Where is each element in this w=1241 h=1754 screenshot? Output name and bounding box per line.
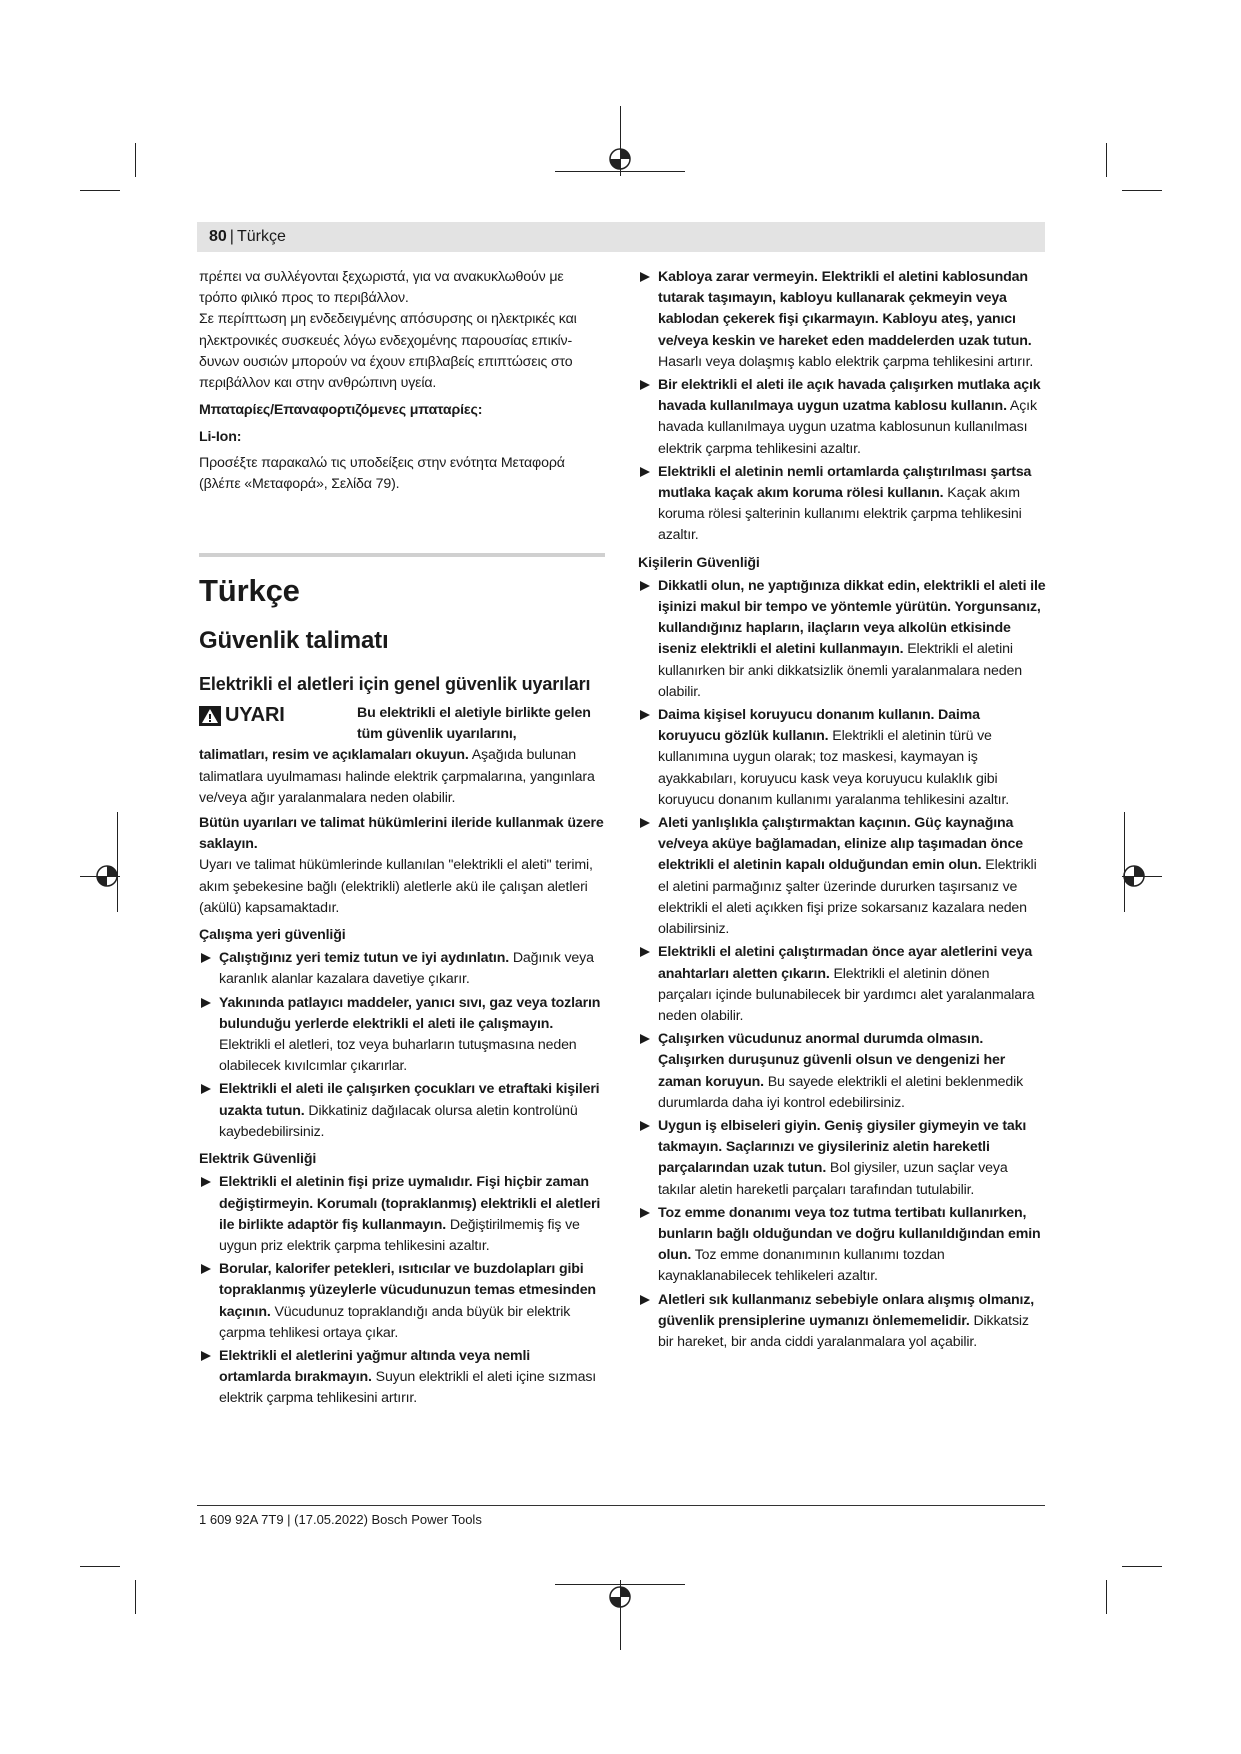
electrical-heading: Elektrik Güvenliği: [199, 1151, 317, 1168]
list-item: [638, 705, 1046, 811]
left-column: [199, 267, 605, 1412]
list-item-bold: Aleti yanlışlıkla çalıştırmaktan kaçının. Güç kaynağına ve/veya aküye bağlamadan, elinize alıp taşımadan önce elektrikli el aletinin kapalı olduğundan emin olun.: [658, 815, 1024, 874]
list-item-bold: Çalıştığınız yeri temiz tutun ve iyi aydınlatın.: [219, 950, 510, 967]
crop-mark: [135, 1580, 136, 1614]
warning-body: Aşağıda bulunan talimatlara uyulmaması halinde elektrik çarpmalarına, yangınlara ve/veya ağır yaralanmalara neden olabilir.: [199, 747, 595, 806]
list-item: [638, 1029, 1046, 1114]
page-number: 80: [209, 228, 227, 245]
list-item-bold: Yakınında patlayıcı maddeler, yanıcı sıvı, gaz veya tozların bulunduğu yerlerde elektrikli el aleti ile çalışmayın.: [219, 994, 601, 1032]
header-separator: |: [229, 228, 234, 245]
crop-mark: [80, 1566, 120, 1567]
list-item-bold: Elektrikli el aleti ile çalışırken çocukları ve etraftaki kişileri uzakta tutun.: [219, 1081, 600, 1119]
footer-divider: [197, 1505, 1045, 1506]
crop-mark: [1122, 1566, 1162, 1567]
warning-bold-text: Bu elektrikli el aletiyle birlikte gelen tüm güvenlik uyarılarını,: [357, 705, 591, 743]
warning-bold-continuation: talimatları, resim ve açıklamaları okuyun.: [199, 747, 469, 764]
list-item-text: Açık havada kullanılmaya uygun uzatma kablosunun kullanılması elektrik çarpma tehlikesini azaltır.: [658, 398, 1037, 457]
crop-mark: [1106, 1580, 1107, 1614]
work-area-list: [199, 948, 605, 1143]
warning-triangle-icon: [199, 706, 221, 726]
liion-paragraph: Προσέξτε παρακαλώ τις υποδείξεις στην ενότητα Μεταφορά (βλέπε «Μεταφορά», Σελίδα 79).: [199, 454, 565, 492]
list-item-text: Toz emme donanımının kullanımı tozdan kaynaklanabilecek tehlikeleri azaltır.: [658, 1247, 945, 1285]
list-item: [638, 375, 1046, 460]
list-item: [199, 1346, 605, 1410]
list-item-bold: Daima kişisel koruyucu donanım kullanın. Daima koruyucu gözlük kullanın.: [658, 707, 980, 745]
section-subtitle: Güvenlik talimatı: [199, 627, 389, 655]
list-item-text: Suyun elektrikli el aleti içine sızması elektrik çarpma tehlikesini artırır.: [219, 1369, 597, 1407]
registration-line: [1124, 812, 1125, 912]
warning-label: [199, 705, 357, 726]
list-item-bold: Uygun iş elbiseleri giyin. Geniş giysiler giymeyin ve takı takmayın. Saçlarınızı ve giysileriniz aletin hareketli parçalarından uzak tutun.: [658, 1117, 1027, 1177]
personal-safety-list: [638, 576, 1046, 1353]
list-item-bold: Bir elektrikli el aleti ile açık havada çalışırken mutlaka açık havada kullanılmaya uygun uzatma kablosu kullanın.: [658, 377, 1041, 415]
section-title: Türkçe: [199, 573, 300, 609]
list-item-bold: Elektrikli el aletinin nemli ortamlarda çalıştırılması şartsa mutlaka kaçak akım koruma rölesi kullanın.: [658, 463, 1032, 502]
warning-block: [199, 703, 605, 745]
keep-instructions: Bütün uyarıları ve talimat hükümlerini ileride kullanmak üzere saklayın.: [199, 815, 604, 853]
list-item-text: Elektrikli el aletleri, toz veya buharların tutuşmasına neden olabilecek kıvılcımlar çıkarırlar.: [219, 1037, 577, 1075]
list-item-bold: Çalışırken vücudunuz anormal durumda olmasın. Çalışırken duruşunuz güvenli olsun ve dengenizi her zaman koruyun.: [658, 1031, 1006, 1090]
list-item: [638, 813, 1046, 940]
list-item-text: Elektrikli el aletini parmağınız şalter üzerinde dururken taşırsanız ve elektrikli el aleti açıkken fişi prize sokarsanız kazalara neden olabilirsiniz.: [658, 857, 1037, 938]
list-item: [199, 1259, 605, 1344]
list-item: [638, 1290, 1046, 1354]
list-item-text: Elektrikli el aletini kullanırken bir anki dikkatsizlik önemli yaralanmalara neden olabilir.: [658, 641, 1022, 700]
subsection-title: Elektrikli el aletleri için genel güvenlik uyarıları: [199, 674, 591, 695]
crop-mark: [1106, 143, 1107, 177]
page-footer: 1 609 92A 7T9 | (17.05.2022) Bosch Power Tools: [199, 1512, 482, 1527]
list-item-text: Elektrikli el aletinin türü ve kullanımına uygun olarak; toz maskesi, kaymayan iş ayakkabıları, koruyucu kask veya koruyucu kulaklık gibi koruyucu donanım kullanımı yaralanma tehlikesini azaltır.: [658, 728, 1010, 808]
registration-target-icon: [607, 1584, 633, 1610]
registration-line: [117, 812, 118, 912]
warning-word: UYARI: [225, 704, 285, 727]
list-item-bold: Aletleri sık kullanmanız sebebiyle onlara alışmış olmanız, güvenlik prensiplerine uymanızı önlememelidir.: [658, 1291, 1035, 1329]
list-item: [199, 948, 605, 990]
list-item-text: Değiştirilmemiş fiş ve uygun priz elektrik çarpma tehlikesini azaltır.: [219, 1216, 580, 1254]
list-item: [638, 462, 1046, 547]
warning-paragraph: [199, 745, 605, 809]
list-item-bold: Elektrikli el aletinin fişi prize uymalıdır. Fişi hiçbir zaman değiştirmeyin. Korumalı (topraklanmış) elektrikli el aletleri ile birlikte adaptör fiş kullanmayın.: [219, 1174, 601, 1233]
registration-target-icon: [607, 146, 633, 172]
list-item-bold: Dikkatli olun, ne yaptığınıza dikkat edin, elektrikli el aleti ile işinizi makul bir tempo ve yöntemle yürütün. Yorgunsanız, kullandığınız hapların, ilaçların veya alkolün etkisinde iseniz elektrikli el aletini kullanmayın.: [658, 577, 1046, 658]
list-item-bold: Elektrikli el aletini çalıştırmadan önce ayar aletlerini veya anahtarları aletten çıkarın.: [658, 944, 1033, 982]
list-item-text: Dağınık veya karanlık alanlar kazalara davetiye çıkarır.: [219, 950, 594, 988]
list-item: [638, 267, 1046, 373]
list-item-text: Vücudunuz topraklandığı anda büyük bir elektrik çarpma tehlikesi ortaya çıkar.: [219, 1303, 571, 1341]
header-language: Türkçe: [236, 228, 286, 245]
list-item: [199, 1079, 605, 1143]
list-item-text: Dikkatiniz dağılacak olursa aletin kontrolünü kaybedebilirsiniz.: [219, 1102, 578, 1140]
list-item-text: Hasarlı veya dolaşmış kablo elektrik çarpma tehlikesini artırır.: [658, 353, 1034, 370]
work-area-heading: Çalışma yeri güvenliği: [199, 927, 346, 944]
greek-paragraph: πρέπει να συλλέγονται ξεχωριστά, για να ανακυκλωθούν με τρόπο φιλικό προς το περιβάλλον.: [199, 269, 564, 307]
crop-mark: [80, 190, 120, 191]
list-item-bold: Borular, kalorifer petekleri, ısıtıcılar ve buzdolapları gibi topraklanmış yüzeylerle vücudunuzun temas etmesinden kaçının.: [219, 1261, 596, 1320]
list-item-bold: Kabloya zarar vermeyin. Elektrikli el aletini kablosundan tutarak taşımayın, kabloyu kullanarak çekmeyin veya kablodan çekerek fişi çıkarmayın. Kabloyu ateş, yanıcı ve/veya keskin ve hareket eden maddelerden uzak tutun.: [658, 269, 1032, 349]
term-paragraph: Uyarı ve talimat hükümlerinde kullanılan "elektrikli el aleti" terimi, akım şebekesine bağlı (elektrikli) aletlerle akü ile çalışan aletleri (akülü) kapsamaktadır.: [199, 857, 593, 916]
electrical-list-continued: [638, 267, 1046, 547]
list-item: [199, 993, 605, 1078]
list-item: [199, 1172, 605, 1257]
crop-mark: [1122, 190, 1162, 191]
registration-target-icon: [94, 863, 120, 889]
liion-heading: Li-Ion:: [199, 429, 242, 446]
list-item-text: Kaçak akım koruma rölesi şalterinin kullanımı elektrik çarpma tehlikesini azaltır.: [658, 485, 1022, 544]
list-item: [638, 942, 1046, 1027]
list-item-text: Bu sayede elektrikli el aletini beklenmedik durumlarda daha iyi kontrol edebilirsiniz.: [658, 1073, 1024, 1111]
greek-paragraph: Σε περίπτωση μη ενδεδειγμένης απόσυρσης οι ηλεκτρικές και ηλεκτρονικές συσκευές λόγω ενδεχομένης παρουσίας επικίν-δυνων ουσιών μπορούν να έχουν επιβλαβείς επιπτώσεις στο περιβάλλον και στην ανθρώπινη υγεία.: [199, 311, 577, 392]
section-divider: [199, 553, 605, 557]
list-item-bold: Elektrikli el aletlerini yağmur altında veya nemli ortamlarda bırakmayın.: [219, 1347, 531, 1386]
electrical-list: [199, 1172, 605, 1409]
list-item-text: Dikkatsiz bir hareket, bir anda ciddi yaralanmalara yol açabilir.: [658, 1312, 1029, 1350]
list-item-text: Elektrikli el aletinin dönen parçaları içinde bulunabilecek bir yardımcı alet yaralanmalara neden olabilir.: [658, 965, 1035, 1024]
registration-target-icon: [1121, 863, 1147, 889]
personal-safety-heading: Kişilerin Güvenliği: [638, 554, 760, 571]
crop-mark: [135, 143, 136, 177]
list-item: [638, 1203, 1046, 1288]
list-item-text: Bol giysiler, uzun saçlar veya takılar aletin hareketli parçaları tarafından tutulabilir.: [658, 1160, 1008, 1198]
list-item: [638, 576, 1046, 703]
list-item: [638, 1116, 1046, 1201]
right-column: [638, 267, 1046, 1355]
list-item-bold: Toz emme donanımı veya toz tutma tertibatı kullanırken, bunların bağlı olduğundan ve doğru kullanıldığından emin olun.: [658, 1204, 1041, 1264]
page-header: [197, 222, 1045, 252]
batteries-heading: Μπαταρίες/Επαναφορτιζόμενες μπαταρίες:: [199, 402, 483, 419]
